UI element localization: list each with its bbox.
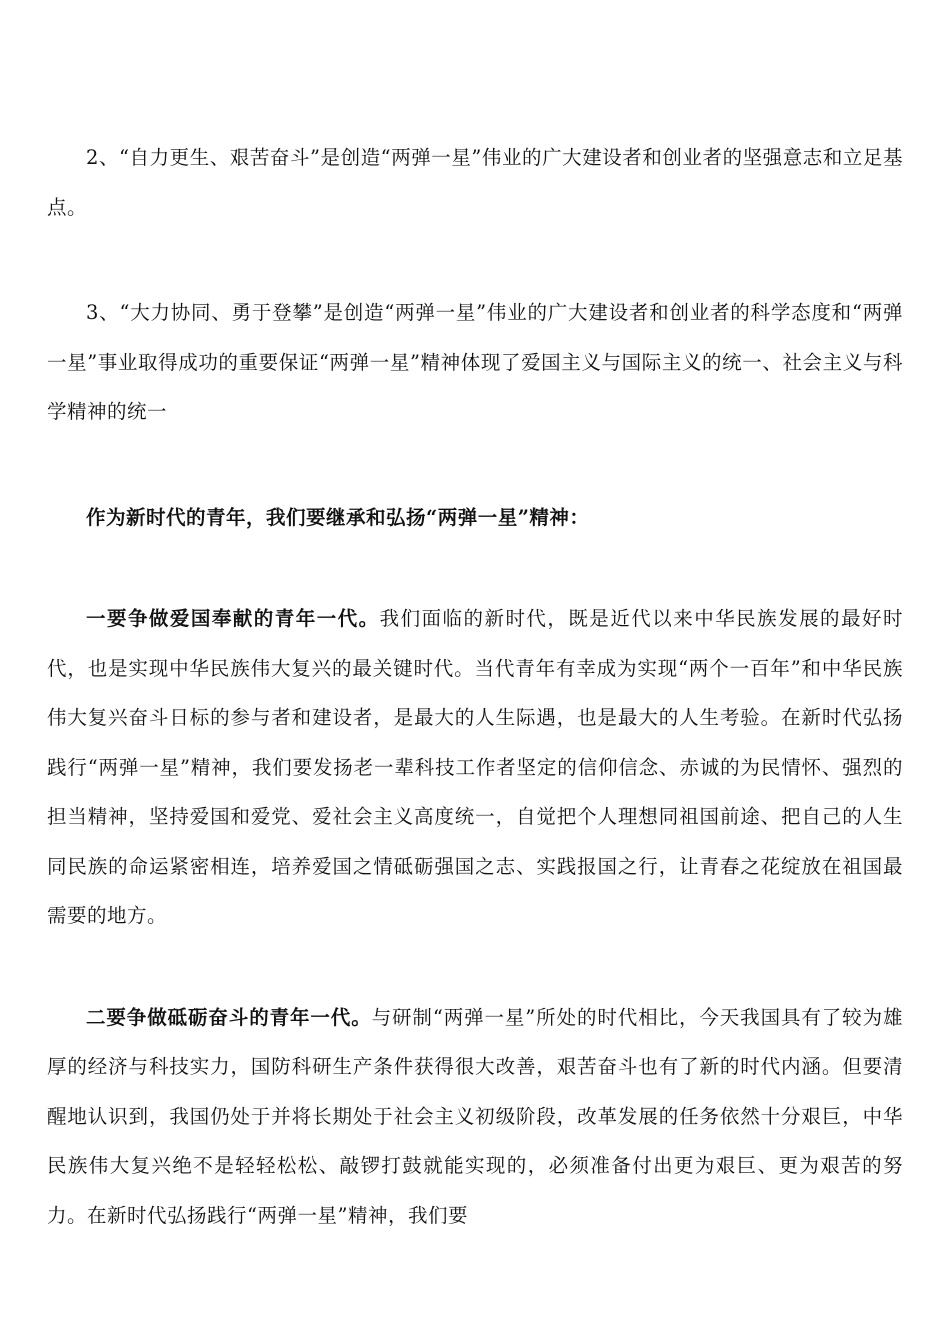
paragraph-point-2: 2、“自力更生、艰苦奋斗”是创造“两弹一星”伟业的广大建设者和创业者的坚强意志和立足基点。: [47, 146, 903, 219]
section-heading: 作为新时代的青年，我们要继承和弘扬“两弹一星”精神：: [86, 505, 590, 529]
paragraph-patriotic-dedication: [47, 594, 903, 941]
paragraph-lead-1: 一要争做爱国奉献的青年一代。: [86, 607, 380, 630]
paragraph-striving-hard: [47, 993, 903, 1241]
paragraph-body-1: 我们面临的新时代，既是近代以来中华民族发展的最好时代，也是实现中华民族伟大复兴的最关键时代。当代青年有幸成为实现“两个一百年”和中华民族伟大复兴奋斗日标的参与者和建设者，是最大的人生际遇，也是最大的人生考验。在新时代弘扬践行“两弹一星”精神，我们要发扬老一辈科技工作者坚定的信仰信念、赤诚的为民情怀、强烈的担当精神，坚持爱国和爱党、爱社会主义高度统一，自觉把个人理想同祖国前途、把自己的人生同民族的命运紧密相连，培养爱国之情砥砺强国之志、实践报国之行，让青春之花绽放在祖国最需要的地方。: [47, 607, 903, 927]
paragraph-point-3: 3、“大力协同、勇于登攀”是创造“两弹一星”伟业的广大建设者和创业者的科学态度和“两弹一星”事业取得成功的重要保证“两弹一星”精神体现了爱国主义与国际主义的统一、社会主义与科学精神的统一: [47, 301, 903, 423]
paragraph-body-2: 与研制“两弹一星”所处的时代相比，今天我国具有了较为雄厚的经济与科技实力，国防科研生产条件获得很大改善，艰苦奋斗也有了新的时代内涵。但要清醒地认识到，我国仍处于并将长期处于社会主义初级阶段，改革发展的任务依然十分艰巨，中华民族伟大复兴绝不是轻轻松松、敲锣打鼓就能实现的，必须准备付出更为艰巨、更为艰苦的努力。在新时代弘扬践行“两弹一星”精神，我们要: [47, 1005, 903, 1227]
paragraph-lead-2: 二要争做砥砺奋斗的青年一代。: [86, 1005, 372, 1029]
document-page: [47, 133, 903, 1240]
